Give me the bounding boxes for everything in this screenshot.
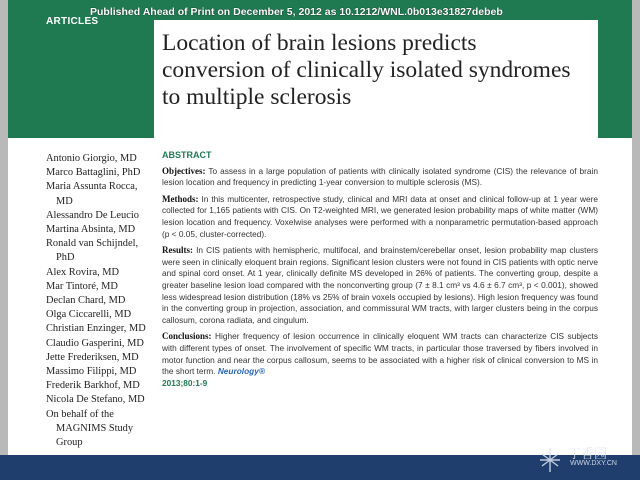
author-continued: Group	[56, 437, 83, 449]
section-label: ARTICLES	[46, 16, 99, 27]
results-label: Results:	[162, 245, 193, 256]
slide-frame-right	[632, 0, 640, 480]
author: Claudio Gasperini, MD	[46, 337, 144, 349]
methods-text: In this multicenter, retrospective study, clinical and MRI data at onset and clinical follow-up at 1 year were collected for 1,165 patients with CIS. On T2-weighted MRI, we generated lesion probability maps of white matter (WM) lesion location and frequency. Voxelwise analyses were performed with a nonparametric permutation-based approach (p < 0.05, cluster-corrected).	[162, 193, 598, 239]
author: Martina Absinta, MD	[46, 224, 136, 236]
author: Nicola De Stefano, MD	[46, 394, 145, 406]
conclusions-paragraph	[162, 331, 598, 389]
article-title	[162, 30, 592, 111]
author: Mar Tintoré, MD	[46, 280, 118, 292]
slide-frame-left	[0, 0, 8, 480]
author: Alex Rovira, MD	[46, 266, 120, 278]
title-line: Location of brain lesions predicts	[162, 30, 477, 56]
abstract-heading: ABSTRACT	[162, 150, 212, 160]
watermark-logo	[520, 440, 640, 480]
methods-paragraph	[162, 194, 598, 240]
author: Massimo Filippi, MD	[46, 366, 137, 378]
watermark-url: WWW.DXY.CN	[570, 460, 617, 467]
author-continued: MAGNIMS Study	[56, 422, 134, 434]
author-continued: MD	[56, 195, 73, 207]
author: Frederik Barkhof, MD	[46, 380, 140, 392]
author: Olga Ciccarelli, MD	[46, 309, 132, 321]
author-list	[46, 152, 154, 450]
author: Christian Enzinger, MD	[46, 323, 146, 335]
author: Ronald van Schijndel,	[46, 238, 139, 250]
results-text: In CIS patients with hemispheric, multifocal, and brainstem/cerebellar onset, lesion probability map clusters were seen in clinically eloquent brain regions. Significant lesion clusters were not found in CIS patients with optic nerve and spinal cord onset. At 1 year, clinically definite MS developed in 26% of patients. The converting group, despite a greater baseline lesion load compared with the nonconverting group (7 ± 8.1 cm³ vs 4.6 ± 6.7 cm³, p < 0.001), showed less widespread lesion distribution (18% vs 25% of brain voxels occupied by lesions). High lesion frequency was found in the converting group in projection, association, and commissural WM tracts, with larger clusters being in the corpus callosum, corona radiata, and cingulum.	[162, 245, 598, 325]
objectives-label: Objectives:	[162, 165, 206, 176]
methods-label: Methods:	[162, 193, 199, 204]
watermark-brand: 丁香园	[568, 447, 608, 462]
objectives-text: To assess in a large population of patients with clinically isolated syndrome (CIS) the relevance of brain lesion location and frequency in predicting 1-year conversion to multiple sclerosis (MS).	[162, 165, 598, 188]
journal-name: Neurology®	[217, 366, 265, 377]
conclusions-label: Conclusions:	[162, 331, 212, 342]
author: Alessandro De Leucio	[46, 209, 139, 221]
abstract	[162, 150, 598, 394]
results-paragraph	[162, 245, 598, 326]
title-line: to multiple sclerosis	[162, 84, 352, 110]
author: Jette Frederiksen, MD	[46, 351, 139, 363]
conclusions-text: Higher frequency of lesion occurrence in clinically eloquent WM tracts can characterize CIS subjects with different types of onset. The involvement of specific WM tracts, in particular those traversed by fibers involved in motor function and near the corpus callosum, seems to be associated with a higher risk of clinical conversion to MS in the short term.	[162, 331, 598, 377]
publication-notice: Published Ahead of Print on December 5, 2012 as 10.1212/WNL.0b013e31827debeb	[90, 6, 503, 18]
author: Marco Battaglini, PhD	[46, 167, 141, 179]
author-continued: PhD	[56, 252, 75, 264]
citation: 2013;80:1-9	[162, 377, 208, 388]
objectives-paragraph	[162, 166, 598, 189]
author: Declan Chard, MD	[46, 295, 126, 307]
author: Antonio Giorgio, MD	[46, 153, 137, 164]
title-line: conversion of clinically isolated syndromes	[162, 57, 571, 83]
author: On behalf of the	[46, 408, 114, 420]
author: Maria Assunta Rocca,	[46, 181, 138, 193]
